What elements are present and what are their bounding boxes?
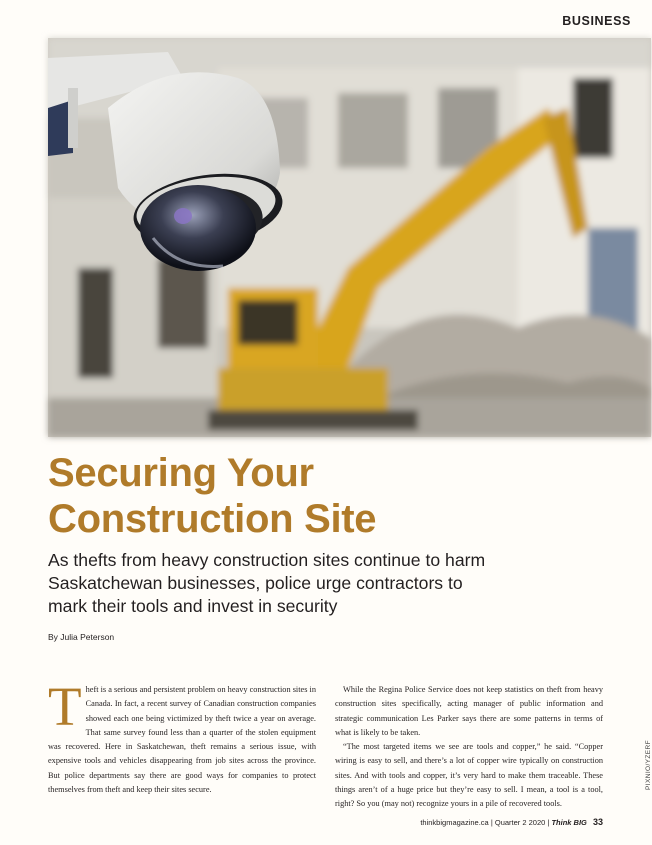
body-paragraph: While the Regina Police Service does not keep statistics on theft from heavy construction sites specifically, acting manager of public information and strategic communication Les Parker says there are some patterns in terms of what is likely to be taken.	[335, 685, 603, 737]
page-footer	[420, 817, 603, 827]
body-paragraph: “The most targeted items we see are tools and copper,” he said. “Copper wiring is easy to sell, and there’s a lot of copper wire typically on construction sites. And with tools and copper, it’s very hard to make them traceable. These things aren’t of a huge price but they’re easy to sell. I mean, a tool is a tool, right? So you (may not) recognize yours in a pile of recovered tools.	[335, 742, 603, 809]
hero-image	[48, 38, 651, 437]
construction-camera-photo	[48, 38, 651, 437]
body-column-left	[48, 676, 316, 797]
byline: By Julia Peterson	[48, 632, 115, 642]
article-deck: As thefts from heavy construction sites continue to harm Saskatchewan businesses, police urge contractors to mark their tools and invest in security	[48, 550, 486, 616]
footer-issue: Quarter 2 2020	[494, 818, 546, 827]
photo-credit: PIXNIO/YZERF	[645, 740, 652, 790]
body-paragraph	[48, 676, 316, 797]
footer-brand: Think BIG	[551, 818, 587, 827]
body-column-right	[335, 683, 603, 812]
title-line-2: Construction Site	[48, 497, 377, 541]
drop-cap: T	[48, 676, 82, 737]
article-title	[48, 450, 608, 542]
footer-site: thinkbigmagazine.ca	[420, 818, 489, 827]
paragraph-1-text: heft is a serious and persistent problem on heavy construction sites in Canada. In fact, a recent survey of Canadian construction companies showed each one being victimized by theft twice a year on average. That same survey found less than a quarter of the stolen equipment was recovered. Here in Saskatchewan, theft remains a serious issue, with expensive tools and vehicles disappearing from job sites across the province. But police departments say there are good ways for companies to protect themselves from theft and keep their sites secure.	[48, 685, 316, 795]
page-number: 33	[592, 817, 603, 827]
section-label: BUSINESS	[562, 14, 631, 28]
footer-separator: |	[547, 818, 552, 827]
title-line-1: Securing Your	[48, 451, 314, 495]
footer-separator: |	[490, 818, 495, 827]
